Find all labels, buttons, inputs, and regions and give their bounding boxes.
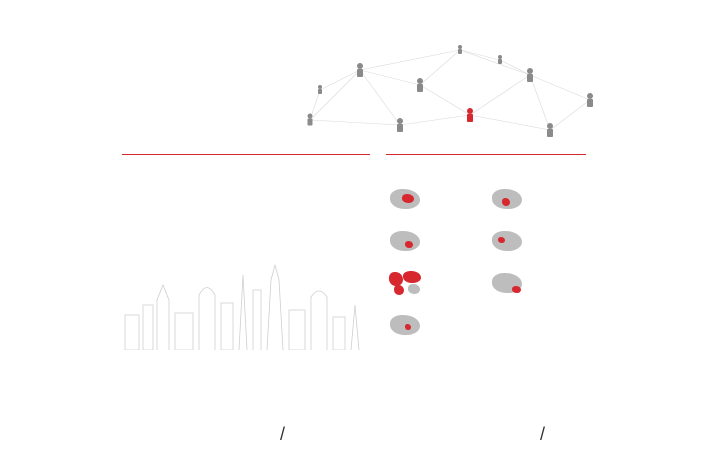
- skyline-graphic: [115, 255, 370, 350]
- divider: [386, 154, 586, 155]
- page-title: [122, 40, 312, 60]
- map-indochina: [388, 310, 424, 340]
- slash-divider: /: [280, 424, 286, 444]
- map-middle-east: [490, 226, 526, 256]
- key-stats: [18, 152, 118, 161]
- map-oceania: [490, 268, 526, 298]
- map-north-asia: [388, 184, 424, 214]
- network-graphic: [300, 30, 640, 145]
- divider: [122, 154, 370, 155]
- visitors-section: [386, 152, 586, 157]
- map-southeast-asia: [388, 226, 424, 256]
- map-europe-usa: [388, 268, 424, 298]
- exhibitors-section: [122, 152, 370, 157]
- map-south-asia: [490, 184, 526, 214]
- slash-divider: /: [540, 424, 546, 444]
